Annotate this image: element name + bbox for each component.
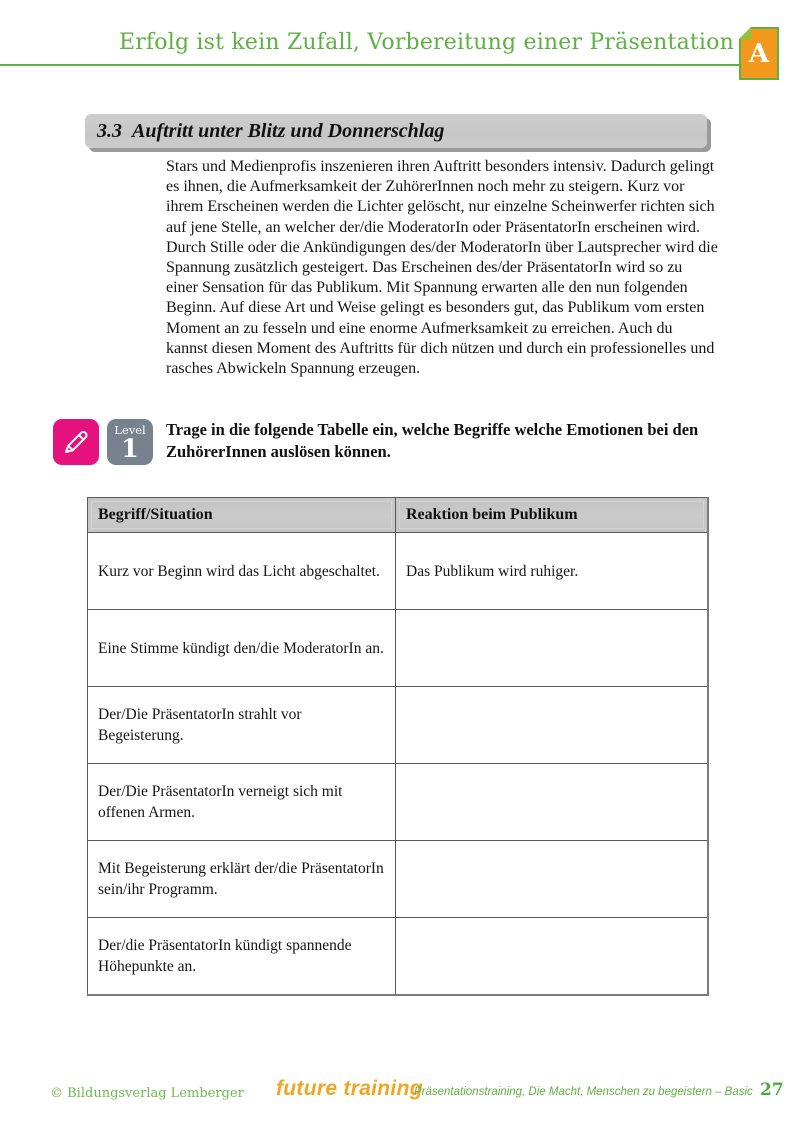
cell-reaktion: Das Publikum wird ruhiger. [396,533,708,610]
column-header-reaktion: Reaktion beim Publikum [396,498,708,533]
cell-begriff: Der/Die PräsentatorIn verneigt sich mit offenen Armen. [88,764,396,841]
footer-brand-logo: future training [276,1077,423,1100]
footer-copyright: © Bildungsverlag Lemberger [50,1086,244,1101]
exercise-pencil-badge [53,419,99,465]
badge-fold-icon [739,27,751,39]
page-number: 27 [760,1080,784,1100]
level-badge [107,419,153,465]
level-label: Level [114,423,146,437]
page-title: Erfolg ist kein Zufall, Vorbereitung einer Präsentation [118,30,734,55]
table-row [88,841,708,918]
cell-begriff: Mit Begeisterung erklärt der/die PräsentatorIn sein/ihr Programm. [88,841,396,918]
cell-reaktion [396,918,708,995]
table-row [88,687,708,764]
cell-begriff: Eine Stimme kündigt den/die ModeratorIn an. [88,610,396,687]
header-divider [0,64,739,66]
cell-begriff: Kurz vor Beginn wird das Licht abgeschaltet. [88,533,396,610]
intro-paragraph: Stars und Medienprofis inszenieren ihren Auftritt besonders intensiv. Dadurch gelingt es ihnen, die Aufmerksamkeit der ZuhörerInnen noch mehr zu steigern. Kurz vor ihrem Erscheinen werden die Lichter gelöscht, nur einzelne Scheinwerfer richten sich auf jene Stelle, an welcher der/die ModeratorIn oder PräsentatorIn erscheinen wird. Durch Stille oder die Ankündigungen des/der ModeratorIn über Lautsprecher wird die Spannung zusätzlich gesteigert. Das Erscheinen des/der PräsentatorIn wird so zu einer Sensation für das Publikum. Mit Spannung erwarten alle den nun folgenden Beginn. Auf diese Art und Weise gelingt es besonders gut, das Publikum vom ersten Moment an zu fesseln und eine enorme Aufmerksamkeit zu erreichen. Auch du kannst diesen Moment des Auftritts für dich nützen und durch ein professionelles und rasches Abwickeln Spannung erzeugen. [166,158,718,378]
emotion-table [87,497,709,996]
cell-reaktion [396,841,708,918]
table-row [88,610,708,687]
pencil-icon [60,426,92,458]
column-header-begriff: Begriff/Situation [88,498,396,533]
section-a-badge [739,27,779,80]
table-row [88,764,708,841]
cell-begriff: Der/Die PräsentatorIn strahlt vor Begeisterung. [88,687,396,764]
section-number: 3.3 [97,119,122,142]
badge-letter: A [748,38,770,69]
cell-reaktion [396,764,708,841]
level-number: 1 [121,434,139,463]
footer-tagline: Präsentationstraining, Die Macht, Menschen zu begeistern – Basic [414,1086,753,1098]
cell-reaktion [396,610,708,687]
cell-reaktion [396,687,708,764]
table-row [88,918,708,995]
exercise-instruction: Trage in die folgende Tabelle ein, welche Begriffe welche Emotionen bei den ZuhörerInnen auslösen können. [166,420,699,461]
table-row [88,533,708,610]
section-title: Auftritt unter Blitz und Donnerschlag [132,119,445,142]
table-header-row [88,498,708,533]
section-heading-bar [85,114,707,148]
cell-begriff: Der/die PräsentatorIn kündigt spannende Höhepunkte an. [88,918,396,995]
